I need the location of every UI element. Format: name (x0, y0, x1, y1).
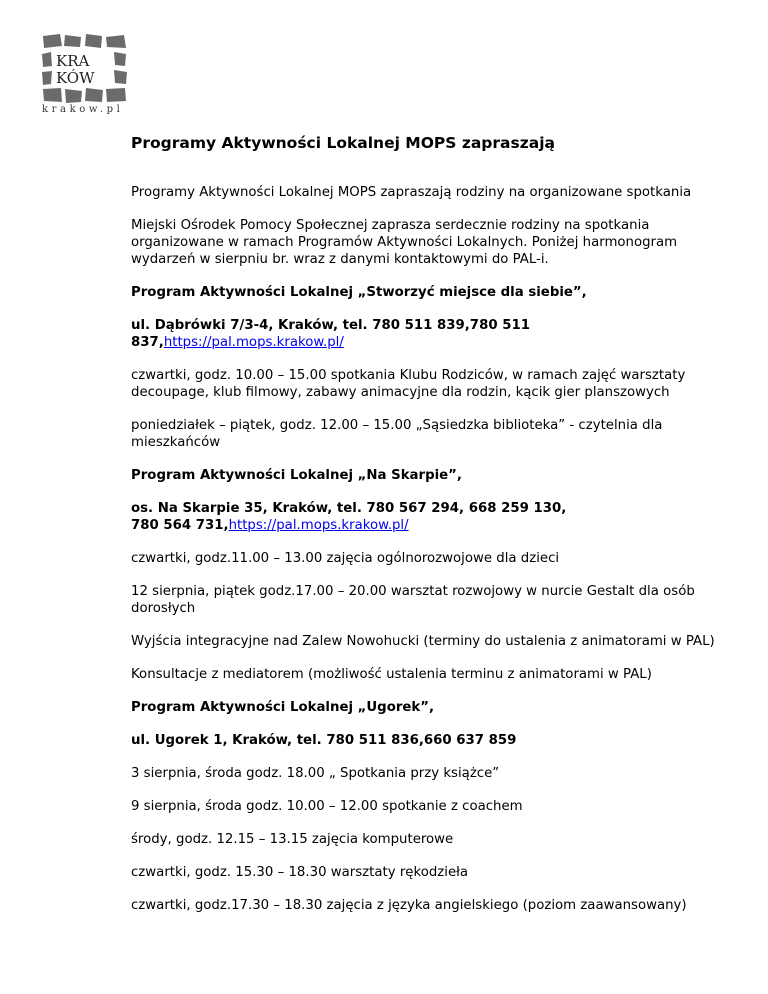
pal2-event: czwartki, godz.11.00 – 13.00 zajęcia ogólnorozwojowe dla dzieci (131, 551, 560, 566)
pal1-event: poniedziałek – piątek, godz. 12.00 – 15.00 „Sąsiedzka biblioteka” - czytelnia dla mieszkańców (131, 418, 663, 450)
pal3-event: czwartki, godz.17.30 – 18.30 zajęcia z języka angielskiego (poziom zaawansowany) (131, 898, 687, 913)
logo-text-line2: KÓW (56, 69, 95, 87)
krakow-logo-mark (40, 32, 130, 104)
pal2-name: Program Aktywności Lokalnej „Na Skarpie”, (131, 468, 462, 483)
pal1-name: Program Aktywności Lokalnej „Stworzyć miejsce dla siebie”, (131, 285, 587, 300)
pal3-event: 3 sierpnia, środa godz. 18.00 „ Spotkania przy książce” (131, 766, 500, 781)
pal2-event: 12 sierpnia, piątek godz.17.00 – 20.00 warsztat rozwojowy w nurcie Gestalt dla osób dorosłych (131, 584, 695, 616)
page-title: Programy Aktywności Lokalnej MOPS zapraszają (131, 134, 555, 152)
pal3-event: 9 sierpnia, środa godz. 10.00 – 12.00 spotkanie z coachem (131, 799, 523, 814)
article (131, 133, 731, 930)
pal2-address-line2: 780 564 731, (131, 518, 229, 533)
pal2-event: Wyjścia integracyjne nad Zalew Nowohucki (terminy do ustalenia z animatorami w PAL) (131, 634, 715, 649)
intro-paragraph: Miejski Ośrodek Pomocy Społecznej zaprasza serdecznie rodziny na spotkania organizowane w ramach Programów Aktywności Lokalnych. Poniżej harmonogram wydarzeń w sierpniu br. wraz z danymi kontaktowymi do PAL-i. (131, 218, 678, 267)
pal3-event: czwartki, godz. 15.30 – 18.30 warsztaty rękodzieła (131, 865, 469, 880)
pal3-event: środy, godz. 12.15 – 13.15 zajęcia komputerowe (131, 832, 454, 847)
pal3-name: Program Aktywności Lokalnej „Ugorek”, (131, 700, 435, 715)
pal1-address-line2: 837, (131, 335, 164, 350)
logo-caption: krakow.pl (42, 104, 124, 115)
pal2-address (131, 500, 731, 534)
pal3-address: ul. Ugorek 1, Kraków, tel. 780 511 836,660 637 859 (131, 733, 517, 748)
pal1-address-line1: ul. Dąbrówki 7/3-4, Kraków, tel. 780 511 839,780 511 (131, 318, 530, 333)
logo-text-line1: KRA (56, 52, 90, 70)
pal2-event: Konsultacje z mediatorem (możliwość ustalenia terminu z animatorami w PAL) (131, 667, 652, 682)
pal2-website-link[interactable]: https://pal.mops.krakow.pl/ (228, 518, 409, 533)
pal1-website-link[interactable]: https://pal.mops.krakow.pl/ (163, 335, 344, 350)
pal1-address (131, 317, 731, 351)
lead-paragraph: Programy Aktywności Lokalnej MOPS zapraszają rodziny na organizowane spotkania (131, 185, 692, 200)
pal2-address-line1: os. Na Skarpie 35, Kraków, tel. 780 567 294, 668 259 130, (131, 501, 567, 516)
pal1-event: czwartki, godz. 10.00 – 15.00 spotkania Klubu Rodziców, w ramach zajęć warsztaty decoupage, klub filmowy, zabawy animacyjne dla rodzin, kącik gier planszowych (131, 368, 686, 400)
